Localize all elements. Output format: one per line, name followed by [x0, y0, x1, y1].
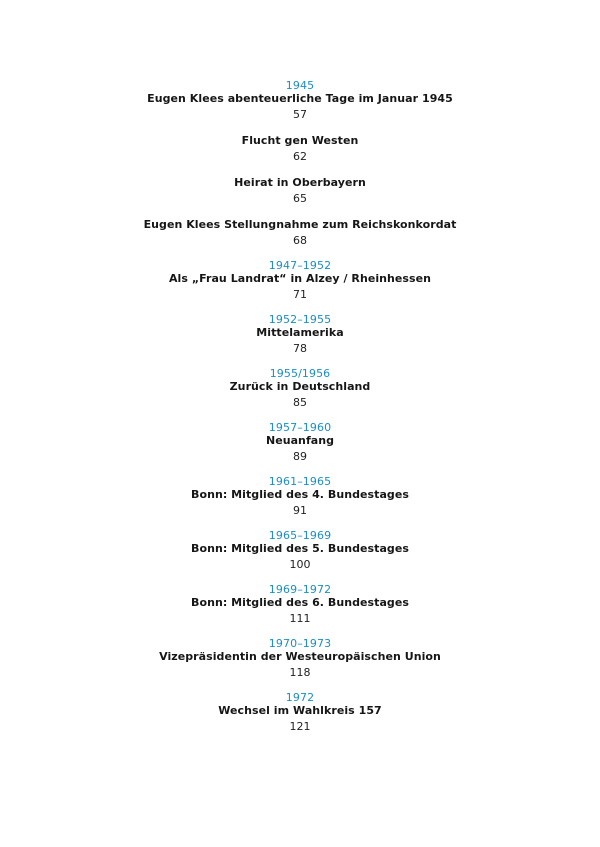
toc-entry-page-number: 111: [289, 612, 311, 625]
toc-entry-page-number: 62: [293, 150, 307, 163]
toc-entry-page-number: 68: [293, 234, 307, 247]
toc-entry-year: 1957–1960: [268, 421, 332, 434]
toc-entry[interactable]: [0, 313, 600, 356]
toc-entry-year: 1972: [285, 691, 315, 704]
toc-entry-page-number: 78: [293, 342, 307, 355]
toc-entry[interactable]: [0, 583, 600, 626]
toc-entry-page-number: 57: [293, 108, 307, 121]
toc-entry-title: Mittelamerika: [256, 326, 344, 339]
toc-entry-page-number: 100: [289, 558, 311, 571]
toc-entry-year: 1969–1972: [268, 583, 332, 596]
toc-entry-page-number: 71: [293, 288, 307, 301]
toc-entry-title: Heirat in Oberbayern: [234, 176, 366, 189]
toc-entry-page-number: 85: [293, 396, 307, 409]
toc-entry[interactable]: [0, 134, 600, 164]
toc-entry-title: Flucht gen Westen: [241, 134, 359, 147]
toc-entry[interactable]: [0, 475, 600, 518]
toc-entry-year: 1965–1969: [268, 529, 332, 542]
toc-entry-title: Als „Frau Landrat“ in Alzey / Rheinhessen: [168, 272, 432, 285]
toc-entry-title: Eugen Klees abenteuerliche Tage im Januar 1945: [147, 92, 453, 105]
toc-entry[interactable]: [0, 259, 600, 302]
toc-entry-page-number: 121: [289, 720, 311, 733]
toc-entry-year: 1961–1965: [268, 475, 332, 488]
toc-entry[interactable]: [0, 176, 600, 206]
toc-entry-page-number: 118: [289, 666, 311, 679]
toc-entry[interactable]: [0, 421, 600, 464]
toc-entry-title: Zurück in Deutschland: [229, 380, 371, 393]
table-of-contents: [0, 79, 600, 734]
toc-entry-page-number: 91: [293, 504, 307, 517]
toc-entry-title: Bonn: Mitglied des 4. Bundestages: [191, 488, 409, 501]
toc-entry-title: Wechsel im Wahlkreis 157: [218, 704, 382, 717]
toc-entry-title: Eugen Klees Stellungnahme zum Reichskonkordat: [143, 218, 457, 231]
toc-entry-title: Bonn: Mitglied des 6. Bundestages: [191, 596, 409, 609]
toc-entry[interactable]: [0, 529, 600, 572]
toc-entry[interactable]: [0, 367, 600, 410]
toc-entry-title: Bonn: Mitglied des 5. Bundestages: [191, 542, 409, 555]
toc-entry[interactable]: [0, 637, 600, 680]
toc-entry-year: 1945: [285, 79, 315, 92]
toc-entry-title: Vizepräsidentin der Westeuropäischen Union: [159, 650, 441, 663]
toc-entry-title: Neuanfang: [265, 434, 335, 447]
toc-entry[interactable]: [0, 79, 600, 122]
toc-entry-page-number: 89: [293, 450, 307, 463]
toc-entry[interactable]: [0, 218, 600, 248]
toc-entry-page-number: 65: [293, 192, 307, 205]
toc-entry-year: 1952–1955: [268, 313, 332, 326]
toc-entry-year: 1947–1952: [268, 259, 332, 272]
toc-entry-year: 1955/1956: [269, 367, 331, 380]
toc-entry-year: 1970–1973: [268, 637, 332, 650]
toc-entry[interactable]: [0, 691, 600, 734]
